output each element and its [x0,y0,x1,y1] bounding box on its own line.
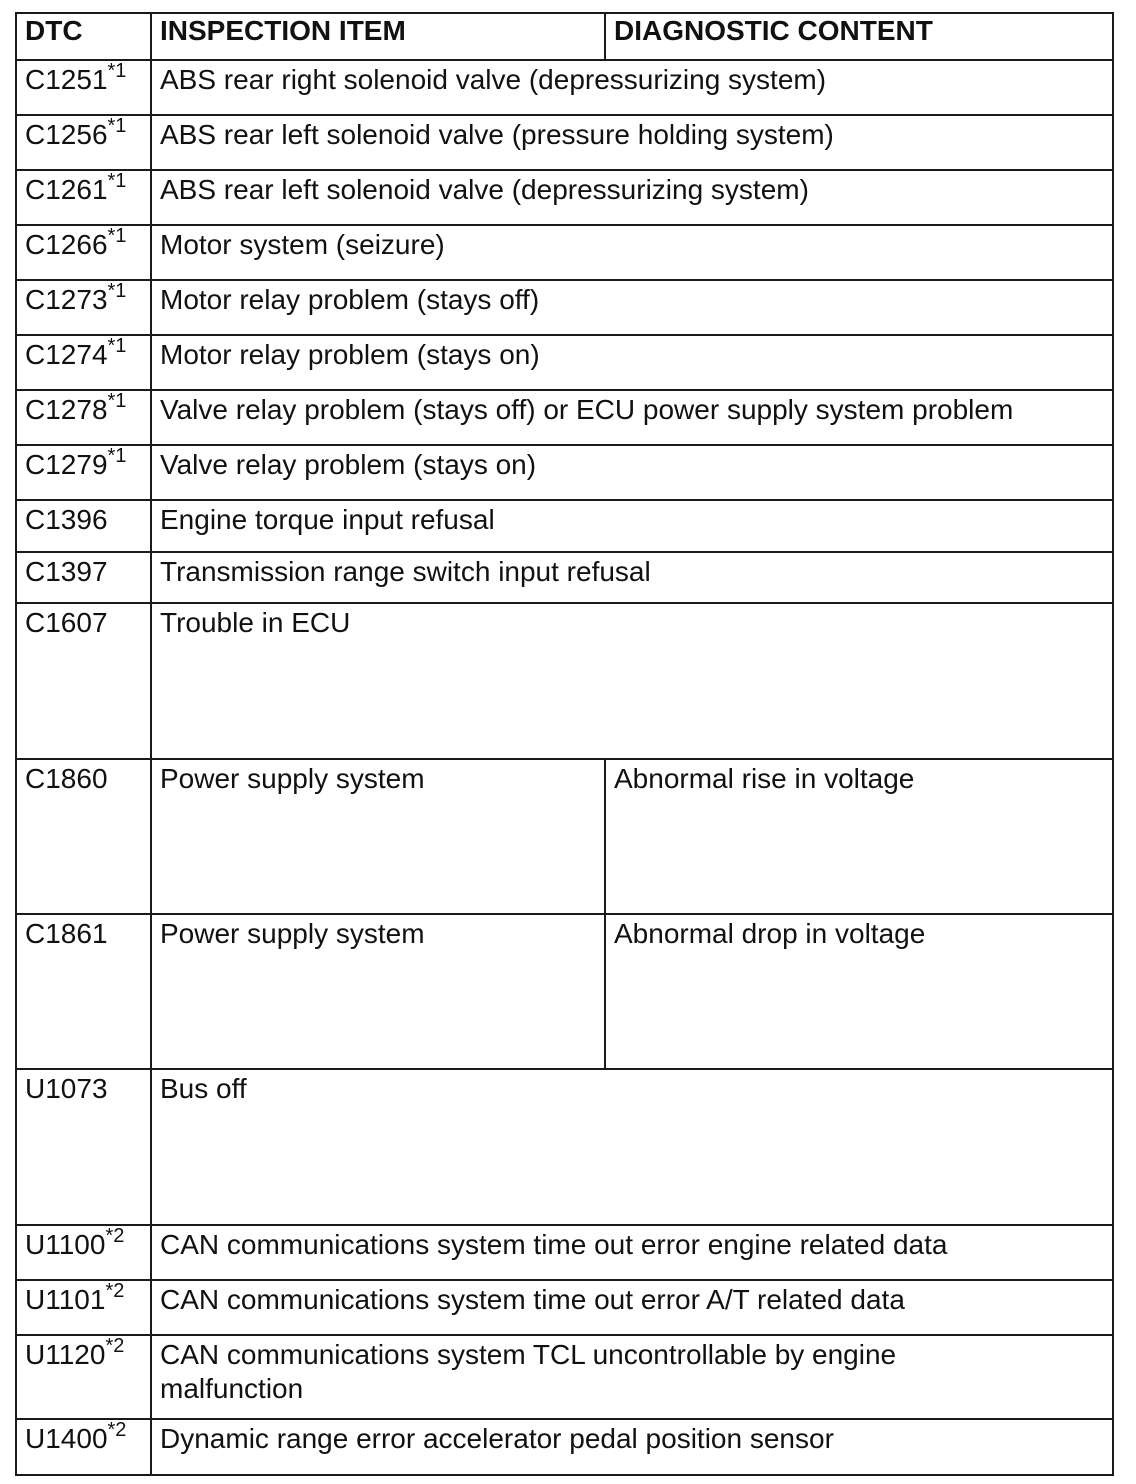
table-row [16,759,1113,914]
footnote-mark: *1 [107,115,127,137]
dtc-code: C1278 [25,394,108,425]
dtc-code: U1100 [25,1229,106,1260]
dtc-code: C1397 [25,556,108,587]
table-row [16,170,1113,225]
inspection-item-cell: Transmission range switch input refusal [151,552,1113,603]
table-row [16,445,1113,500]
inspection-item-cell: CAN communications system TCL uncontrollable by engine malfunction [151,1335,1113,1419]
table-row [16,1335,1113,1419]
dtc-code: U1400 [25,1423,108,1454]
inspection-item-cell: Motor system (seizure) [151,225,1113,280]
dtc-code-cell [16,335,151,390]
table-row [16,603,1113,759]
dtc-code: C1251 [25,64,108,95]
dtc-code: C1261 [25,174,108,205]
table-row [16,1225,1113,1280]
table-row [16,914,1113,1069]
dtc-code-cell [16,759,151,914]
inspection-item-cell: Engine torque input refusal [151,500,1113,552]
header-dtc: DTC [16,13,151,60]
dtc-code-cell [16,390,151,445]
inspection-item-cell: Power supply system [151,914,605,1069]
table-row [16,552,1113,603]
inspection-item-cell: Motor relay problem (stays off) [151,280,1113,335]
table-row [16,500,1113,552]
dtc-code-cell [16,500,151,552]
table-row [16,390,1113,445]
inspection-item-cell: ABS rear right solenoid valve (depressurizing system) [151,60,1113,115]
dtc-code-cell [16,280,151,335]
inspection-item-cell: ABS rear left solenoid valve (pressure holding system) [151,115,1113,170]
header-inspection-item: INSPECTION ITEM [151,13,605,60]
dtc-code-cell [16,445,151,500]
footnote-mark: *1 [107,390,127,412]
inspection-item-cell: Valve relay problem (stays off) or ECU power supply system problem [151,390,1113,445]
inspection-item-cell: CAN communications system time out error engine related data [151,1225,1113,1280]
inspection-item-cell: Power supply system [151,759,605,914]
dtc-code: C1861 [25,918,108,949]
dtc-code-cell [16,60,151,115]
footnote-mark: *1 [107,170,127,192]
dtc-code-cell [16,1225,151,1280]
inspection-item-cell: Motor relay problem (stays on) [151,335,1113,390]
inspection-item-cell: Trouble in ECU [151,603,1113,759]
inspection-item-cell: Valve relay problem (stays on) [151,445,1113,500]
inspection-item-cell: CAN communications system time out error A/T related data [151,1280,1113,1335]
dtc-code-cell [16,115,151,170]
footnote-mark: *1 [107,225,127,247]
table-row [16,1419,1113,1475]
dtc-code: C1266 [25,229,108,260]
dtc-code: U1073 [25,1073,108,1104]
dtc-code-cell [16,1335,151,1419]
dtc-code-cell [16,1280,151,1335]
header-row [16,13,1113,60]
table-row [16,115,1113,170]
dtc-code: C1273 [25,284,108,315]
footnote-mark: *2 [105,1225,125,1247]
header-diagnostic-content: DIAGNOSTIC CONTENT [605,13,1113,60]
dtc-code-cell [16,170,151,225]
dtc-code: C1396 [25,504,108,535]
dtc-code-cell [16,914,151,1069]
inspection-item-cell: Dynamic range error accelerator pedal position sensor [151,1419,1113,1475]
footnote-mark: *1 [107,60,127,82]
table-row [16,60,1113,115]
footnote-mark: *1 [107,445,127,467]
dtc-code-cell [16,603,151,759]
dtc-code: C1274 [25,339,108,370]
diagnostic-content-cell: Abnormal drop in voltage [605,914,1113,1069]
table-row [16,1280,1113,1335]
inspection-item-cell: ABS rear left solenoid valve (depressurizing system) [151,170,1113,225]
dtc-code: C1256 [25,119,108,150]
diagnostic-content-cell: Abnormal rise in voltage [605,759,1113,914]
table-row [16,335,1113,390]
footnote-mark: *1 [107,335,127,357]
dtc-code-cell [16,225,151,280]
dtc-table [15,12,1114,1476]
table-row [16,280,1113,335]
dtc-code-cell [16,1419,151,1475]
dtc-code: U1120 [25,1339,106,1370]
table-row [16,225,1113,280]
table-row [16,1069,1113,1225]
dtc-code: U1101 [25,1284,106,1315]
dtc-code: C1279 [25,449,108,480]
dtc-code: C1860 [25,763,108,794]
dtc-code-cell [16,552,151,603]
dtc-code: C1607 [25,607,108,638]
footnote-mark: *2 [105,1280,125,1302]
footnote-mark: *2 [107,1419,127,1441]
inspection-item-cell: Bus off [151,1069,1113,1225]
dtc-code-cell [16,1069,151,1225]
footnote-mark: *1 [107,280,127,302]
footnote-mark: *2 [105,1335,125,1357]
